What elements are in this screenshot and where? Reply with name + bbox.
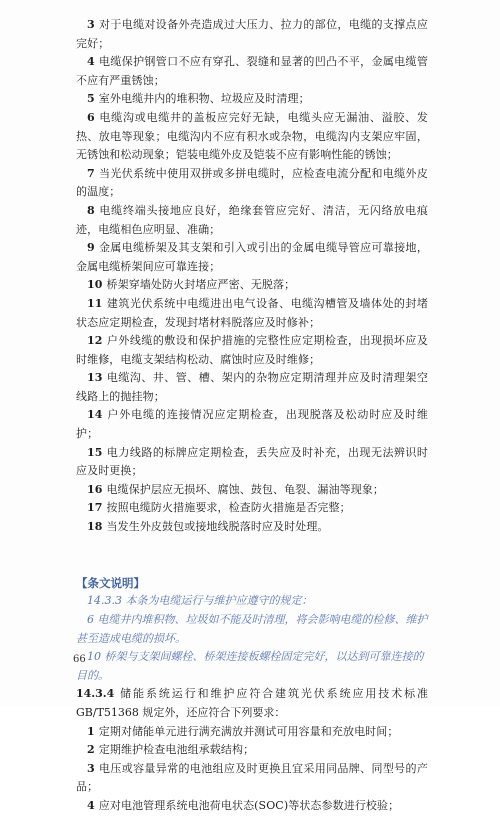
list-item [76,239,428,276]
list-item [76,276,428,295]
items-list-b [76,723,428,816]
list-item [76,444,428,481]
clause-number: 14.3.4 [76,687,115,701]
items-list-a [76,16,428,574]
list-item [76,90,428,109]
item-number: 9 [87,241,95,255]
list-item [76,109,428,165]
item-text: 电缆沟、井、管、槽、架内的杂物应定期清理并应及时清理架空线路上的抛挂物； [76,371,428,403]
list-item [76,202,428,239]
item-text: 电压或容量异常的电池组应及时更换且宜采用同品牌、同型号的产品； [76,761,428,794]
item-text: 电缆终端头接地应良好，绝缘套管应完好、清洁，无闪络放电痕迹，电缆相色应明显、准确； [76,203,428,236]
list-item [76,481,428,500]
item-text: 应对电池管理系统电池荷电状态(SOC)等状态参数进行校验； [98,798,400,812]
item-number: 2 [87,743,95,757]
list-item [76,16,428,53]
list-item [76,741,428,760]
list-item [76,53,428,90]
item-text: 室外电缆井内的堆积物、垃圾应及时清理； [98,92,310,106]
item-number: 8 [87,203,95,217]
item-number: 18 [87,520,103,534]
explanation-line: 10 桥架与支架间螺栓、桥架连接板螺栓固定完好，以达到可靠连接的目的。 [76,650,424,682]
item-text: 电缆沟或电缆井的盖板应完好无缺，电缆头应无漏油、溢胶、发热、放电等现象；电缆沟内不应有积水或杂物，电缆沟内支架应牢固，无锈蚀和松动现象；铠装电缆外皮及铠装不应有影响性能的锈蚀； [76,110,428,162]
item-text: 电力线路的标牌应定期检查，丢失应及时补充，出现无法辨识时应及时更换； [76,445,428,478]
list-item [76,555,428,574]
item-text: 定期维护检查电池组承载结构； [98,743,255,757]
item-number: 4 [87,798,95,812]
list-item [76,760,428,797]
item-text: 对于电缆对设备外壳造成过大压力、拉力的部位，电缆的支撑点应完好； [76,18,428,50]
explanation-line: 14.3.3 本条为电缆运行与维护应遵守的规定： [87,594,313,608]
item-number: 3 [87,18,95,31]
item-text: 建筑光伏系统中电缆进出电气设备、电缆沟槽管及墙体处的封堵状态应定期检查，发现封堵材料脱落应及时修补； [76,296,428,329]
item-number: 16 [87,482,103,496]
item-number: 12 [87,334,103,348]
explanation-section [76,574,428,686]
item-text: 户外电缆的连接情况应定期检查，出现脱落及松动时应及时维护； [76,408,428,441]
item-text: 按照电缆防火措施要求，检查防火措施是否完整； [106,501,351,515]
item-number: 6 [87,110,95,124]
item-text: 电缆保护层应无损坏、腐蚀、鼓包、龟裂、漏油等现象； [106,482,385,496]
explanation-header: 【条文说明】 [76,575,145,590]
item-number: 17 [87,501,103,515]
item-text: 当光伏系统中使用双拼或多拼电缆时，应检查电流分配和电缆外皮的温度； [76,166,428,199]
list-item [76,332,428,369]
clause-14-3-4 [76,685,428,722]
page-number: 66 [73,654,86,665]
item-number: 7 [87,166,95,180]
item-number: 10 [87,278,103,292]
list-item [76,518,428,537]
list-item [76,499,428,518]
item-text: 定期对储能单元进行满充满放并测试可用容量和充放电时间； [98,724,399,738]
item-number: 1 [87,724,95,738]
item-text: 电缆保护钢管口不应有穿孔、裂缝和显著的凹凸不平，金属电缆管不应有严重锈蚀； [76,55,428,87]
item-number: 11 [87,296,103,310]
list-item [76,537,428,556]
item-number: 14 [87,408,103,422]
item-number: 13 [87,371,103,385]
explanation-line: 6 电缆井内堆积物、垃圾如不能及时清理，将会影响电缆的检修、维护甚至造成电缆的损坏。 [76,613,428,645]
item-number: 15 [87,445,103,459]
item-text: 桥架穿墙处防火封堵应严密、无脱落； [106,278,296,292]
item-number: 5 [87,92,95,106]
list-item [76,369,428,406]
list-item [76,723,428,742]
list-item [76,797,428,816]
list-item [76,165,428,202]
item-number: 4 [87,55,95,69]
item-text: 当发生外皮鼓包或接地线脱落时应及时处理。 [106,520,329,534]
clause-text: 储能系统运行和维护应符合建筑光伏系统应用技术标准 GB/T51368 规定外，还应符合下列要求： [76,687,428,719]
list-item [76,295,428,332]
page-content [76,16,428,816]
item-text: 金属电缆桥架及其支架和引入或引出的金属电缆导管应可靠接地，金属电缆桥架间应可靠连接； [76,241,428,273]
item-text: 户外线缆的敷设和保护措施的完整性应定期检查，出现损坏应及时维修，电缆支架结构松动、腐蚀时应及时维修； [76,334,428,366]
list-item [76,406,428,443]
item-number: 3 [87,761,95,775]
